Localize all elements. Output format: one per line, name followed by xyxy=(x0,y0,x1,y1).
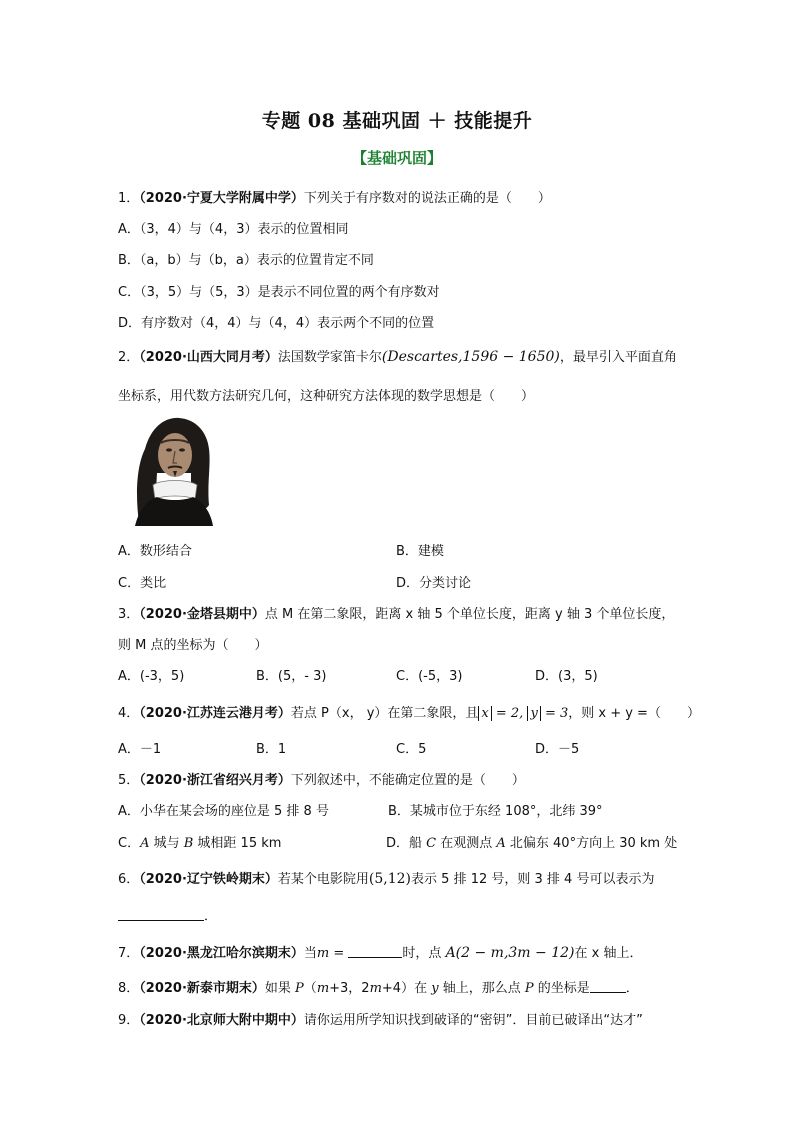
question-number: 7． xyxy=(118,946,140,961)
descartes-portrait xyxy=(131,413,214,526)
point-label: C xyxy=(426,836,437,851)
question-1-option-d: D．有序数对（4，4）与（4，4）表示两个不同的位置 xyxy=(118,316,435,331)
answer-blank[interactable] xyxy=(118,908,204,921)
question-1-option-b: B．（a，b）与（b，a）表示的位置肯定不同 xyxy=(118,253,374,268)
question-4-option-a: A．－1 xyxy=(118,742,162,757)
question-source: （2020·北京师大附中期中） xyxy=(139,1013,304,1028)
option-text: 北偏东 40°方向上 30 km 处 xyxy=(505,836,678,851)
question-number: 8． xyxy=(118,981,140,996)
question-text: +3，2 xyxy=(329,981,370,996)
question-2-option-c: C．类比 xyxy=(118,576,167,591)
question-4-stem xyxy=(118,702,700,721)
question-source: （2020·山西大同月考） xyxy=(139,350,278,365)
question-text: 轴上，那么点 xyxy=(438,981,525,996)
question-1-option-a: A．（3，4）与（4，3）表示的位置相同 xyxy=(118,222,349,237)
question-3-stem xyxy=(118,603,674,622)
question-number: 6． xyxy=(118,872,140,887)
question-2-stem-line-2: 坐标系，用代数方法研究几何，这种研究方法体现的数学思想是（ ） xyxy=(118,389,535,404)
point-label: A xyxy=(496,836,506,851)
question-text: 法国数学家笛卡尔 xyxy=(277,350,382,365)
point-label: P xyxy=(295,981,304,996)
variable: m xyxy=(369,981,382,996)
question-4-option-c: C．5 xyxy=(396,742,427,757)
question-2-option-b: B．建模 xyxy=(396,544,444,559)
question-text: ，则 x + y =（ ） xyxy=(568,706,700,721)
question-number: 3． xyxy=(118,607,140,622)
option-text: 城与 xyxy=(149,836,184,851)
question-6-answer-line xyxy=(118,905,217,924)
variable: m xyxy=(316,946,330,961)
question-text: 点 M 在第二象限，距离 x 轴 5 个单位长度，距离 y 轴 3 个单位长度， xyxy=(264,607,675,622)
question-2-option-d: D．分类讨论 xyxy=(396,576,472,591)
question-5-option-b: B．某城市位于东经 108°，北纬 39° xyxy=(388,804,603,819)
absolute-value-x: x xyxy=(478,706,491,721)
question-2-stem xyxy=(118,346,677,365)
question-number: 1． xyxy=(118,191,140,206)
question-5-option-d xyxy=(386,832,677,851)
question-3-option-d: D．(3，5) xyxy=(535,669,598,684)
page-title: 专题 08 基础巩固 ＋ 技能提升 xyxy=(261,110,533,132)
question-7-stem xyxy=(118,942,642,961)
question-source: （2020·浙江省绍兴月考） xyxy=(139,773,291,788)
answer-blank[interactable] xyxy=(348,945,402,958)
formula: (5,12) xyxy=(368,871,412,887)
question-text: 如果 xyxy=(264,981,296,996)
question-6-stem xyxy=(118,868,654,887)
option-label: C． xyxy=(118,836,141,851)
point-label: P xyxy=(524,981,534,996)
question-text: ． xyxy=(204,909,218,924)
question-source: （2020·新泰市期末） xyxy=(139,981,265,996)
variable: y xyxy=(431,981,439,996)
question-text: ，最早引入平面直角 xyxy=(559,350,677,365)
question-source: （2020·辽宁铁岭期末） xyxy=(139,872,278,887)
question-text: ． xyxy=(625,981,639,996)
question-2-option-a: A．数形结合 xyxy=(118,544,192,559)
question-source: （2020·江苏连云港月考） xyxy=(139,706,291,721)
question-8-stem xyxy=(118,977,639,996)
question-1-option-c: C．（3，5）与（5，3）是表示不同位置的两个有序数对 xyxy=(118,285,440,300)
formula: = 3 xyxy=(540,706,569,721)
question-text: 的坐标是 xyxy=(533,981,590,996)
question-3-option-b: B．(5，- 3) xyxy=(256,669,327,684)
formula: (Descartes,1596 − 1650) xyxy=(381,349,560,365)
question-9-stem xyxy=(118,1009,643,1028)
question-number: 9． xyxy=(118,1013,140,1028)
question-5-option-a: A．小华在某会场的座位是 5 排 8 号 xyxy=(118,804,329,819)
question-4-option-d: D．－5 xyxy=(535,742,580,757)
question-source: （2020·金塔县期中） xyxy=(139,607,265,622)
question-source: （2020·黑龙江哈尔滨期末） xyxy=(139,946,304,961)
question-3-option-a: A．(-3，5) xyxy=(118,669,185,684)
section-heading: 【基础巩固】 xyxy=(351,149,442,167)
question-5-option-c xyxy=(118,832,281,851)
question-text: 当 xyxy=(303,946,317,961)
question-4-option-b: B．1 xyxy=(256,742,287,757)
option-text: 在观测点 xyxy=(436,836,497,851)
absolute-value-y: y xyxy=(527,706,540,721)
question-text: 下列叙述中，不能确定位置的是（ ） xyxy=(290,773,525,788)
question-3-option-c: C．(-5，3) xyxy=(396,669,463,684)
point-label: B xyxy=(183,836,194,851)
question-source: （2020·宁夏大学附属中学） xyxy=(139,191,304,206)
question-5-stem xyxy=(118,769,525,788)
question-text: （ xyxy=(303,981,317,996)
point-label: A xyxy=(140,836,150,851)
answer-blank[interactable] xyxy=(590,980,626,993)
question-number: 5． xyxy=(118,773,140,788)
question-3-stem-line-2: 则 M 点的坐标为（ ） xyxy=(118,638,268,653)
question-text: +4）在 xyxy=(381,981,432,996)
question-text: 若某个电影院用 xyxy=(277,872,369,887)
formula: = xyxy=(329,946,349,961)
question-text: 时，点 xyxy=(402,946,446,961)
question-text: 若点 P（x， y）在第二象限，且 xyxy=(290,706,479,721)
question-text: 表示 5 排 12 号，则 3 排 4 号可以表示为 xyxy=(411,872,655,887)
question-text: 在 x 轴上． xyxy=(574,946,643,961)
formula: = 2, xyxy=(491,706,528,721)
question-1-stem xyxy=(118,187,551,206)
question-text: 请你运用所学知识找到破译的“密钥”．目前已破译出“达才” xyxy=(303,1013,643,1028)
question-text: 下列关于有序数对的说法正确的是（ ） xyxy=(303,191,551,206)
question-number: 4． xyxy=(118,706,140,721)
option-label: D．船 xyxy=(386,836,427,851)
variable: m xyxy=(316,981,330,996)
formula: A(2 − m,3m − 12) xyxy=(445,945,575,961)
option-text: 城相距 15 km xyxy=(193,836,282,851)
question-number: 2． xyxy=(118,350,140,365)
